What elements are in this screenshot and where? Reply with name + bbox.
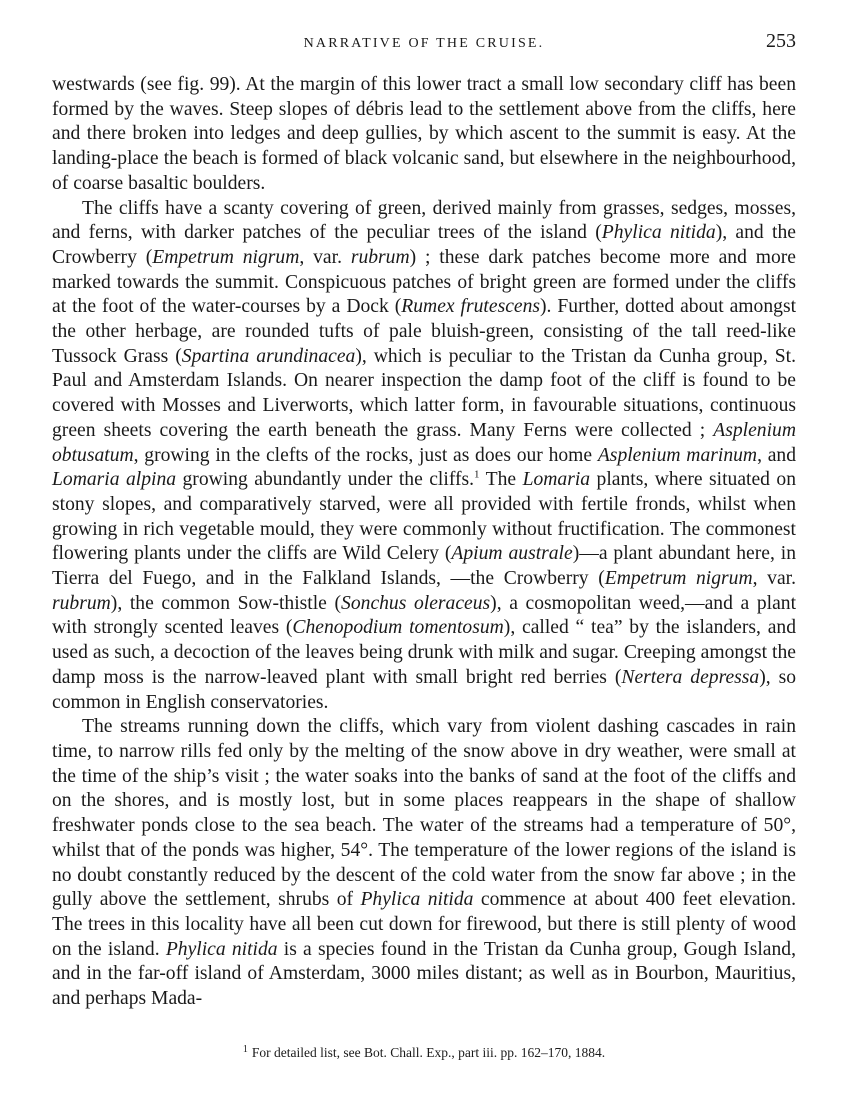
italic-text: rubrum <box>350 246 410 268</box>
italic-text: Asplenium obtusatum <box>52 419 796 466</box>
text-segment: The cliffs have a scanty covering of green, derived mainly from grasses, sedges, mosses, and ferns, with darker patches of the peculiar trees of the island ( <box>52 197 796 244</box>
text-segment: ). Further, dotted about amongst the other herbage, are rounded tufts of pale bluish-green, consisting of the tall reed-like Tussock Grass ( <box>52 296 797 367</box>
text-segment: , and <box>757 444 796 466</box>
italic-text: Rumex frutescens <box>401 296 541 318</box>
text-segment: is a species found in the Tristan da Cunha group, Gough Island, and in the far-off island of Amsterdam, 3000 miles distant; as well as in Bourbon, Mauritius, and perhaps Mada- <box>52 938 796 1010</box>
text-segment: ), and the Crowberry ( <box>52 222 796 268</box>
text-segment: plants, where situated on stony slopes, and comparatively starved, were all provided with fertile fronds, whilst when growing in rich vegetable mould, they were commonly without fructification. The commonest flowering plants under the cliffs are Wild Celery ( <box>52 469 797 565</box>
italic-text: Empetrum nigrum <box>604 568 753 590</box>
italic-text: Sonchus oleraceus <box>341 592 491 614</box>
text-segment: , var. <box>299 246 351 268</box>
text-segment: ) ; these dark patches become more and more marked towards the summit. Conspicuous patches of bright green are formed under the cliffs at the foot of the water-courses by a Dock ( <box>52 246 797 318</box>
running-head: NARRATIVE OF THE CRUISE. <box>303 36 545 51</box>
page-number: 253 <box>766 30 796 52</box>
italic-text: Phylica nitida <box>601 222 716 244</box>
text-segment: )—a plant abundant here, in Tierra del Fuego, and in the Falkland Islands, —the Crowberry ( <box>52 543 796 590</box>
italic-text: Lomaria alpina <box>52 469 177 491</box>
italic-text: Phylica nitida <box>360 889 474 911</box>
text-segment: The streams running down the cliffs, which vary from violent dashing cascades in rain time, to narrow rills fed only by the melting of the snow above in dry weather, were small at the time of the ship’s visit ; the water soaks into the banks of sand at the foot of the cliffs and on the shores, and is mostly lost, but in some places reappears in the shape of shallow freshwater ponds close to the sea beach. The water of the streams had a temperature of 50°, whilst that of the ponds was higher, 54°. The temperature of the lower regions of the island is no doubt constantly reduced by the descent of the cold water from the snow far above ; in the gully above the settlement, shrubs of <box>52 716 796 911</box>
text-segment: ), called “ tea” by the islanders, and used as such, a decoction of the leaves being drunk with milk and sugar. Creeping amongst the damp moss is the narrow-leaved plant with small bright red berries ( <box>52 617 796 688</box>
footnote-text: For detailed list, see Bot. Chall. Exp., part iii. pp. 162–170, 1884. <box>251 1045 606 1060</box>
text-segment: growing abundantly under the cliffs. <box>176 469 475 491</box>
footnote <box>52 1045 796 1061</box>
footnote-reference: 1 <box>474 468 480 481</box>
page-header <box>52 30 796 58</box>
text-segment: ), the common Sow-thistle ( <box>110 592 342 614</box>
text-segment: The <box>479 469 523 491</box>
italic-text: Spartina arundinacea <box>181 345 356 367</box>
italic-text: Asplenium marinum <box>597 444 758 466</box>
text-segment: ), so common in English conservatories. <box>52 666 796 713</box>
body-text <box>52 73 796 1012</box>
paragraph <box>52 197 796 716</box>
paragraph <box>52 73 796 197</box>
italic-text: Chenopodium tomentosum <box>292 617 504 639</box>
italic-text: rubrum <box>52 592 111 614</box>
paragraph <box>52 715 796 1011</box>
text-segment: commence at about 400 feet elevation. The trees in this locality have all been cut down for firewood, but there is still plenty of wood on the island. <box>52 889 797 960</box>
italic-text: Nertera depressa <box>621 666 760 688</box>
italic-text: Empetrum nigrum <box>152 246 300 268</box>
italic-text: Lomaria <box>522 469 591 491</box>
text-segment: ), a cosmopolitan weed,—and a plant with strongly scented leaves ( <box>52 592 797 639</box>
italic-text: Apium australe <box>451 543 573 565</box>
text-segment: westwards (see fig. 99). At the margin of this lower tract a small low secondary cliff has been formed by the waves. Steep slopes of débris lead to the settlement above from the cliffs, here and there broken into ledges and deep gullies, by which ascent to the summit is easy. At the landing-place the beach is formed of black volcanic sand, but elsewhere in the neighbourhood, of coarse basaltic boulders. <box>52 74 796 194</box>
text-segment: , var. <box>752 568 796 590</box>
text-segment: ), which is peculiar to the Tristan da Cunha group, St. Paul and Amsterdam Islands. On nearer inspection the damp foot of the cliff is found to be covered with Mosses and Liverworts, which latter form, in favourable situations, continuous green sheets covering the earth beneath the grass. Many Ferns were collected ; <box>52 345 797 441</box>
italic-text: Phylica nitida <box>165 938 278 960</box>
footnote-mark: 1 <box>242 1043 248 1055</box>
text-segment: , growing in the clefts of the rocks, just as does our home <box>133 444 598 466</box>
